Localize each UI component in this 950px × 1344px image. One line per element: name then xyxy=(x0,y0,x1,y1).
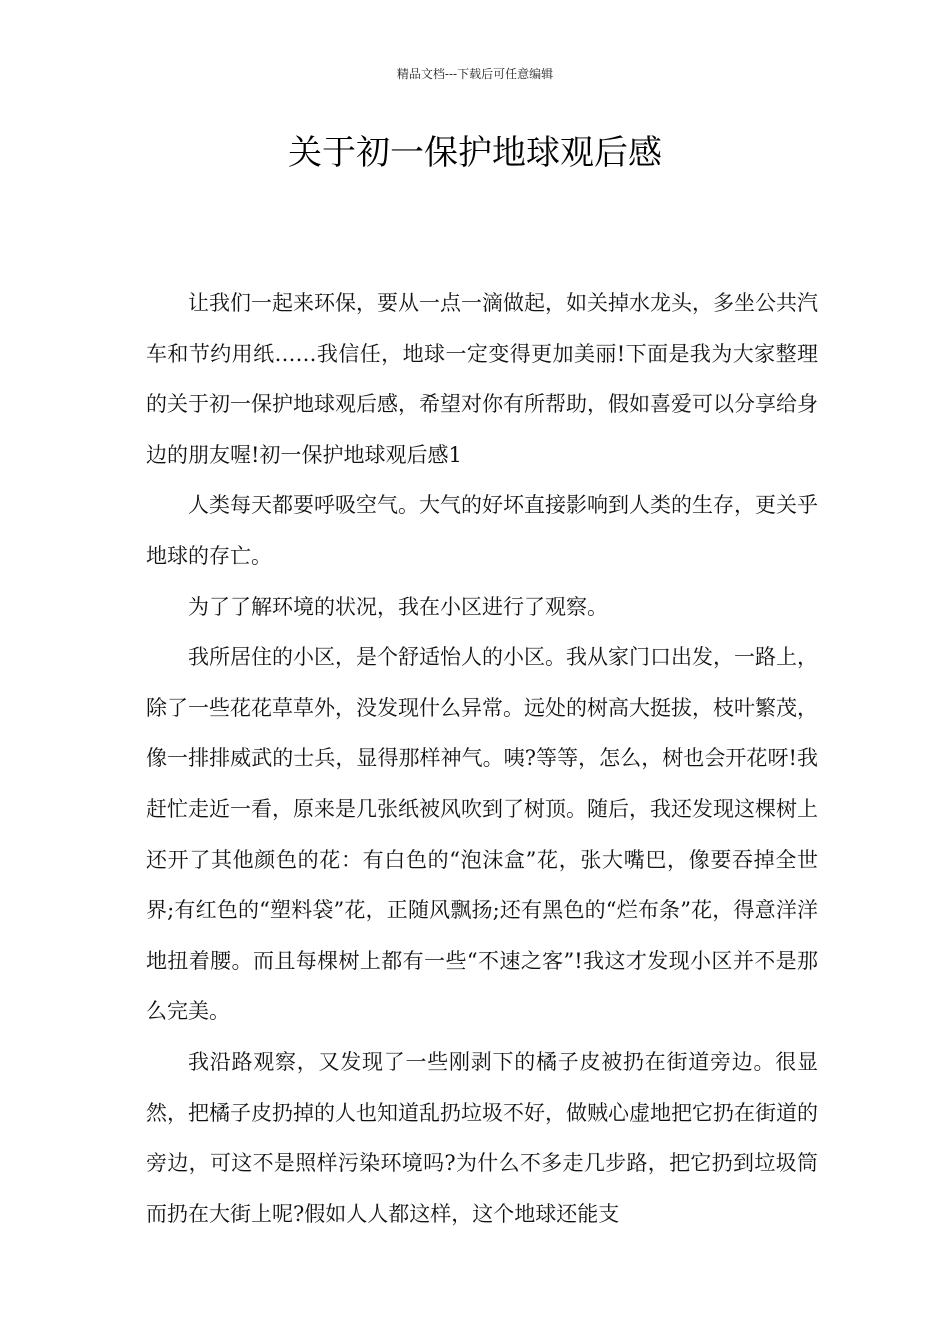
page-header-watermark: 精品文档---下载后可任意编辑 xyxy=(396,67,554,81)
paragraph-community: 我所居住的小区，是个舒适怡人的小区。我从家门口出发，一路上，除了一些花花草草外，没发现什么异常。远处的树高大挺拔，枝叶繁茂，像一排排威武的士兵，显得那样神气。咦?等等，怎么，树也会开花呀!我赶忙走近一看，原来是几张纸被风吹到了树顶。随后，我还发现这棵树上还开了其他颜色的花：有白色的“泡沫盒”花，张大嘴巴，像要吞掉全世界;有红色的“塑料袋”花，正随风飘扬;还有黑色的“烂布条”花，得意洋洋地扭着腰。而且每棵树上都有一些“不速之客”!我这才发现小区并不是那么完美。 xyxy=(146,645,818,1024)
document-body xyxy=(146,278,818,1239)
paragraph-intro: 让我们一起来环保，要从一点一滴做起，如关掉水龙头，多坐公共汽车和节约用纸……我信任，地球一定变得更加美丽!下面是我为大家整理的关于初一保护地球观后感，希望对你有所帮助，假如喜爱可以分享给身边的朋友喔!初一保护地球观后感1 xyxy=(146,291,818,467)
paragraph-air: 人类每天都要呼吸空气。大气的好坏直接影响到人类的生存，更关乎地球的存亡。 xyxy=(146,493,818,568)
paragraph-orange-peel: 我沿路观察，又发现了一些刚剥下的橘子皮被扔在街道旁边。很显然，把橘子皮扔掉的人也知道乱扔垃圾不好，做贼心虚地把它扔在街道的旁边，可这不是照样污染环境吗?为什么不多走几步路，把它扔到垃圾筒而扔在大街上呢?假如人人都这样，这个地球还能支 xyxy=(146,1049,818,1226)
document-title: 关于初一保护地球观后感 xyxy=(288,133,662,173)
paragraph-observation: 为了了解环境的状况，我在小区进行了观察。 xyxy=(188,594,608,619)
